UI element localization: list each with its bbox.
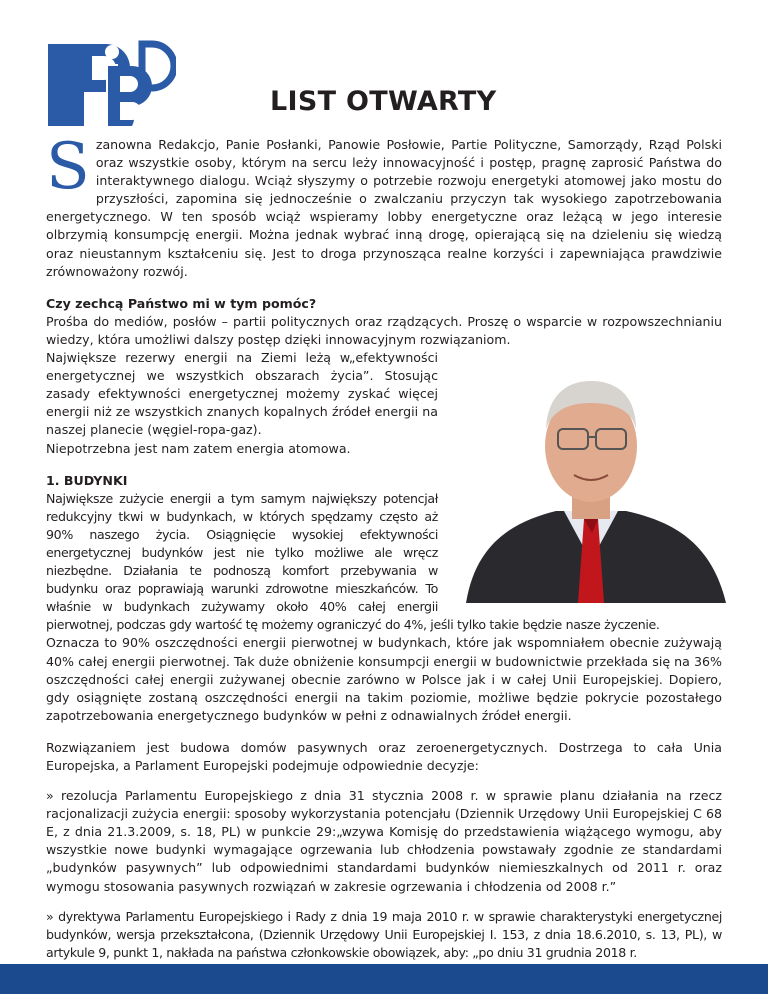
section-1-paragraph-1: Największe zużycie energii a tym samym największy potencjał redukcyjny tkwi w budynkach, w których spędzamy często aż 90% naszego życia. Osiągnięcie wysokiej efektywności energetycznej budynków jest nie tylko możliwe ale wręcz niezbędne. Działania te podnoszą komfort przebywania w budynku oraz poprawiają warunki zdrowotne mieszkańców. To właśnie w budynkach zużywamy około 40% całej energii pierwotnej, podczas gdy wartość tę możemy ograniczyć do 4%, jeśli tylko takie będzie nasze życzenie.: [46, 490, 660, 633]
section-1-heading: 1. BUDYNKI: [46, 472, 128, 488]
logo-text: PiBP: [46, 40, 49, 41]
intro-paragraph: [46, 130, 722, 281]
letter-body: [46, 130, 722, 962]
question-text-1: Prośba do mediów, posłów – partii politycznych oraz rządzących. Proszę o wsparcie w rozpowszechnianiu wiedzy, która umożliwi dalszy postęp dzięki innowacyjnym rozwiązaniom.: [46, 313, 722, 347]
question-text-2: Największe rezerwy energii na Ziemi leżą w„efektywności energetycznej we wszystkich obszarach życia”. Stosując zasady efektywności energetycznej możemy zyskać więcej energii niż ze wszystkich znanych kopalnych źródeł energii na naszej planecie (węgiel-ropa-gaz).: [46, 350, 438, 438]
intro-text: zanowna Redakcjo, Panie Posłanki, Panowie Posłowie, Partie Polityczne, Samorządy, Rząd Polski oraz wszystkie osoby, którym na sercu leży innowacyjność i postęp, pragnę zaprosić Państwa do interaktywnego dialogu. Wciąż słyszymy o potrzebie rozwoju energetyki atomowej jako mostu do przyszłości, zapomina się jednocześnie o zwalczaniu przyczyn tak wysokiego zapotrzebowania energetycznego. W ten sposób wciąż wspieramy lobby energetyczne oraz leżącą w jego interesie olbrzymią konsumpcję energii. Można jednak wybrać inną drogę, opierającą się na dzieleniu się wiedzą oraz nieustannym kształceniu się. Jest to droga przynosząca realne korzyści i zapewniająca prawdziwie zrównoważony rozwój.: [46, 137, 722, 279]
pibp-logo: [46, 40, 176, 130]
section-1-paragraph-2: Oznacza to 90% oszczędności energii pierwotnej w budynkach, które jak wspomniałem obecnie zużywają 40% całej energii pierwotnej. Tak duże obniżenie konsumpcji energii w budownictwie przekłada się na 36% oszczędności całej energii zużywanej obecnie zarówno w Polsce jak i w całej Unii Europejskiej. Dopiero, gdy osiągnięte zostaną oszczędności energii na takim poziomie, możliwe będzie pokrycie pozostałego zapotrzebowania energetycznego budynków w pełni z odnawialnych źródeł energii.: [46, 635, 722, 723]
page-title: LIST OTWARTY: [270, 86, 497, 117]
footer-bar: [0, 964, 768, 994]
resolution-paragraph: » rezolucja Parlamentu Europejskiego z dnia 31 stycznia 2008 r. w sprawie planu działania na rzecz racjonalizacji zużycia energii: sposoby wykorzystania potencjału (Dziennik Urzędowy Unii Europejskiej C 68 E, z dnia 21.3.2009, s. 18, PL) w punkcie 29:„wzywa Komisję do przedstawienia wiążącego wymogu, aby wszystkie nowe budynki wymagające ogrzewania lub chłodzenia powstawały zgodnie ze standardami „budynków pasywnych” lub odpowiednimi standardami budynków niemieszkalnych od 2011 r. oraz wymogu stosowania pasywnych rozwiązań w zakresie ogrzewania i chłodzenia od 2008 r.”: [46, 788, 722, 894]
author-photo: [446, 351, 736, 603]
question-text-3: Niepotrzebna jest nam zatem energia atomowa.: [46, 440, 351, 456]
section-1-paragraph-3: Rozwiązaniem jest budowa domów pasywnych oraz zeroenergetycznych. Dostrzega to cała Unia Europejska, a Parlament Europejski podejmuje odpowiednie decyzje:: [46, 739, 722, 773]
drop-cap: S: [46, 130, 90, 204]
question-heading: Czy zechcą Państwo mi w tym pomóc?: [46, 295, 317, 311]
directive-paragraph: » dyrektywa Parlamentu Europejskiego i Rady z dnia 19 maja 2010 r. w sprawie charakterystyki energetycznej budynków, wersja przekształcona, (Dziennik Urzędowy Unii Europejskiej I. 153, z dnia 18.6.2010, s. 13, PL), w artykule 9, punkt 1, nakłada na państwa członkowskie obowiązek, aby: „po dniu 31 grudnia 2018 r.: [46, 908, 722, 960]
